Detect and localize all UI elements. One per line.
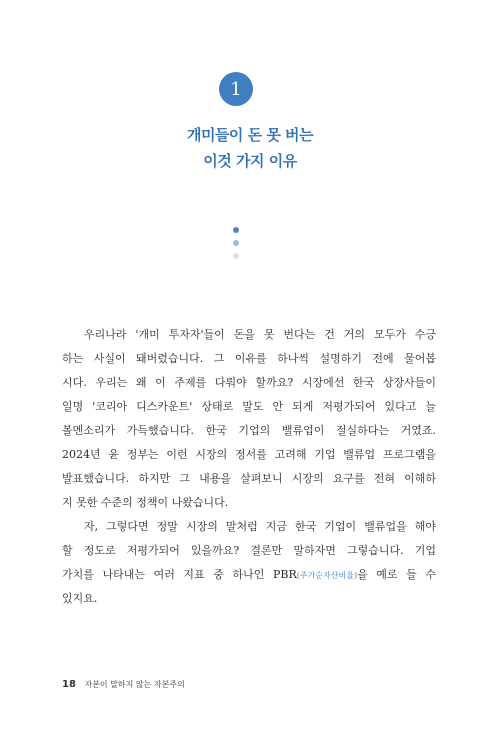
body-line: 하는 사실이 돼버렸습니다. 그 이유를 하나씩 설명하기 전에 물어봅 xyxy=(62,352,436,365)
pbr-text-after: 을 예로 들 수 xyxy=(357,568,436,581)
body-line: 2024년 윤 정부는 이런 시장의 정서를 고려해 기업 밸류업 프로그램을 xyxy=(62,448,436,461)
body-line: 일명 '코리아 디스카운트' 상태로 말도 안 되게 저평가되어 있다고 늘 xyxy=(62,400,436,413)
body-line: 있지요. xyxy=(62,592,98,605)
page-footer xyxy=(62,679,185,690)
body-line: 볼멘소리가 가득했습니다. 한국 기업의 밸류업이 절실하다는 거였죠. xyxy=(62,424,436,437)
body-line: 우리나라 '개미 투자자'들이 돈을 못 번다는 건 거의 모두가 수긍 xyxy=(84,328,436,341)
chapter-number-badge xyxy=(219,72,253,106)
pbr-annotation: (주가순자산비율) xyxy=(296,571,358,580)
body-line: 자, 그렇다면 정말 시장의 말처럼 지금 한국 기업이 밸류업을 해야 xyxy=(84,520,436,533)
page-number: 18 xyxy=(62,679,76,690)
body-line: 시다. 우리는 왜 이 주제를 다뤄야 할까요? 시장에선 한국 상장사들이 xyxy=(62,376,436,389)
decor-dot-2 xyxy=(233,240,239,246)
pbr-text-before: 가치를 나타내는 여러 지표 중 하나인 PBR xyxy=(62,568,297,581)
body-line: 지 못한 수준의 정책이 나왔습니다. xyxy=(62,496,229,509)
chapter-title-line-2: 이것 가지 이유 xyxy=(203,152,297,170)
body-line: 발표했습니다. 하지만 그 내용을 살펴보니 시장의 요구를 전혀 이해하 xyxy=(62,472,436,485)
book-title: 자본이 말하지 않는 자본주의 xyxy=(84,680,185,689)
body-line-pbr xyxy=(62,563,436,587)
chapter-number: 1 xyxy=(230,78,242,100)
decorative-dots xyxy=(233,227,239,266)
body-text xyxy=(62,323,436,611)
body-line: 할 정도로 저평가되어 있을까요? 결론만 말하자면 그렇습니다. 기업 xyxy=(62,544,436,557)
chapter-title-line-1: 개미들이 돈 못 버는 xyxy=(186,126,314,144)
decor-dot-3 xyxy=(233,253,239,259)
decor-dot-1 xyxy=(233,227,239,233)
